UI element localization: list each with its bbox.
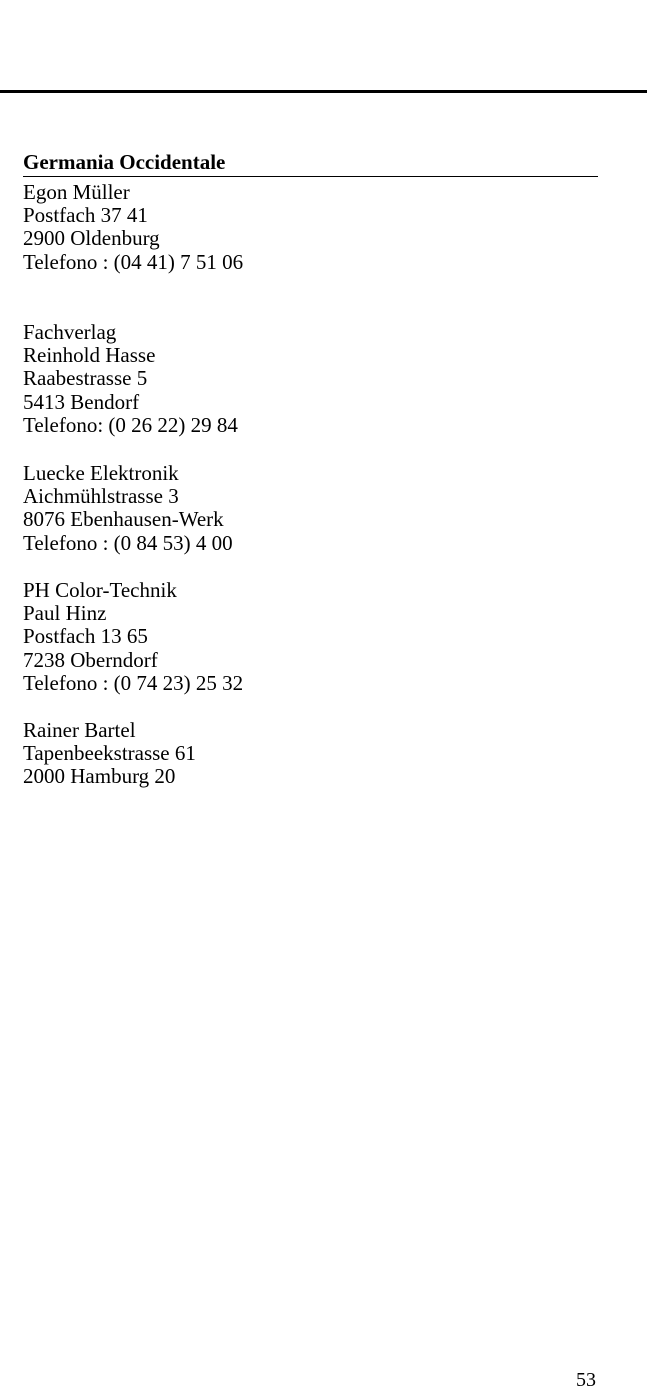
entry-city: 2900 Oldenburg [23, 226, 160, 251]
entry-phone: Telefono : (04 41) 7 51 06 [23, 249, 244, 274]
entry-city: 8076 Ebenhausen-Werk [23, 507, 224, 532]
entry-company: Luecke Elektronik [23, 461, 179, 485]
section-heading: Germania Occidentale [23, 150, 226, 174]
entry-city: 5413 Bendorf [23, 389, 140, 414]
entry-phone: Telefono : (0 84 53) 4 00 [23, 530, 233, 555]
entry-name: Egon Müller [23, 180, 130, 204]
page-number: 53 [576, 1369, 596, 1391]
entry-street: Aichmühlstrasse 3 [23, 484, 179, 509]
top-rule [0, 90, 647, 93]
address-entry-ph-color-technik [23, 579, 243, 695]
entry-company: Fachverlag [23, 320, 117, 344]
entry-street: Raabestrasse 5 [23, 366, 148, 391]
entry-city: 2000 Hamburg 20 [23, 764, 176, 789]
address-entry-fachverlag [23, 321, 238, 437]
address-entry-egon-mueller [23, 181, 243, 274]
entry-company: PH Color-Technik [23, 578, 177, 602]
address-entry-luecke-elektronik [23, 462, 233, 555]
entry-street: Tapenbeekstrasse 61 [23, 741, 196, 766]
entry-postbox: Postfach 37 41 [23, 203, 148, 228]
entry-name: Rainer Bartel [23, 718, 136, 742]
entry-name: Paul Hinz [23, 601, 107, 626]
entry-postbox: Postfach 13 65 [23, 624, 148, 649]
section-rule [23, 176, 598, 177]
entry-phone: Telefono: (0 26 22) 29 84 [23, 412, 238, 437]
entry-phone: Telefono : (0 74 23) 25 32 [23, 670, 244, 695]
address-entry-rainer-bartel [23, 719, 196, 789]
entry-city: 7238 Oberndorf [23, 647, 158, 672]
entry-name: Reinhold Hasse [23, 343, 156, 368]
